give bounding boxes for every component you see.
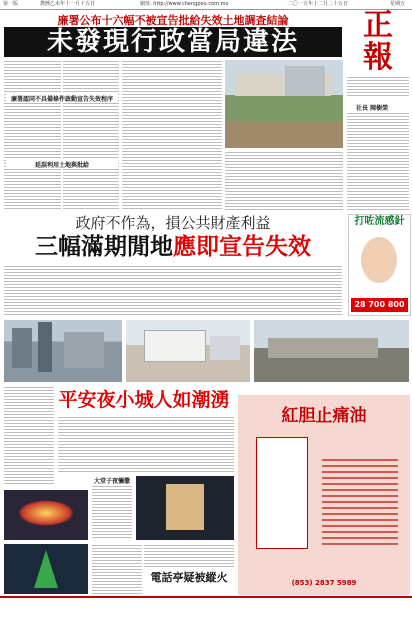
lead-body-col1 [4, 60, 61, 210]
masthead [347, 10, 409, 100]
xmas-headline: 平安夜小城人如潮湧 [58, 389, 230, 411]
masthead-logo-2: 報 [363, 40, 393, 75]
xmas-body-col4 [92, 544, 142, 594]
website-url[interactable]: 網址: http://www.chengpou.com.mo [140, 1, 229, 7]
pain-oil-ad[interactable] [238, 395, 410, 595]
xmas-tree-photo [4, 544, 88, 594]
top-bar [0, 0, 412, 10]
lead-body-col4 [225, 151, 343, 210]
flu-ad-title: 打咗流感針 [354, 216, 405, 227]
second-headline [4, 233, 342, 261]
xmas-body-col2 [58, 416, 234, 472]
xmas-lights-photo-1 [4, 490, 88, 540]
masthead-contacts [347, 112, 409, 210]
masthead-logo-1: 正 [363, 8, 393, 43]
vacant-land-photo [225, 60, 343, 148]
lead-section-title-2: 延誤利用土地與批給 [6, 160, 118, 168]
second-subhead: 政府不作為，損公共財產利益 [75, 214, 271, 232]
pain-oil-tel: (853) 2837 5989 [291, 579, 357, 587]
lead-body-col2 [63, 60, 119, 210]
lead-body-col3 [122, 60, 222, 210]
flu-ad-phone: 28 700 800 [351, 298, 408, 312]
phonebooth-section-title: 電話亭疑被縱火 [144, 571, 234, 585]
second-headline-part-b: 應即宣告失效 [173, 233, 311, 260]
baby-photo [361, 237, 397, 283]
second-body [4, 265, 342, 315]
second-headline-part-a: 三幅滿期閒地 [35, 233, 173, 260]
masthead-info [347, 76, 409, 98]
xmas-body-col1 [4, 386, 54, 486]
product-bottle-image [256, 437, 308, 549]
city-photo-3 [254, 320, 409, 382]
lunar-date: 農曆乙未年十一月十五日 [40, 1, 96, 7]
issue-date: 二〇一五年十二月二十五日 [288, 1, 349, 7]
city-photo-1 [4, 320, 122, 382]
mass-section-title: 大堂子夜彌撒 [93, 478, 130, 485]
page-number: 第一版 [3, 1, 19, 7]
flu-vaccine-ad[interactable] [348, 214, 411, 316]
ruins-night-photo [136, 476, 234, 540]
xmas-body-col3 [92, 476, 132, 540]
product-description [322, 455, 398, 545]
city-photo-2 [126, 320, 250, 382]
lead-section-title-1: 廉署認同不具備條件啟動宣告失效程序 [6, 94, 118, 102]
weekday: 星期五 [390, 1, 406, 7]
footer-strip [0, 596, 412, 627]
lead-headline: 未發現行政當局違法 [4, 27, 342, 57]
pain-oil-title: 紅胆止痛油 [281, 406, 367, 426]
lead-subhead: 廉署公布十六幅不被宣告批給失效土地調查結論 [57, 14, 289, 27]
editor-name: 社長 陳樹榮 [356, 105, 389, 112]
phonebooth-body [144, 544, 234, 568]
